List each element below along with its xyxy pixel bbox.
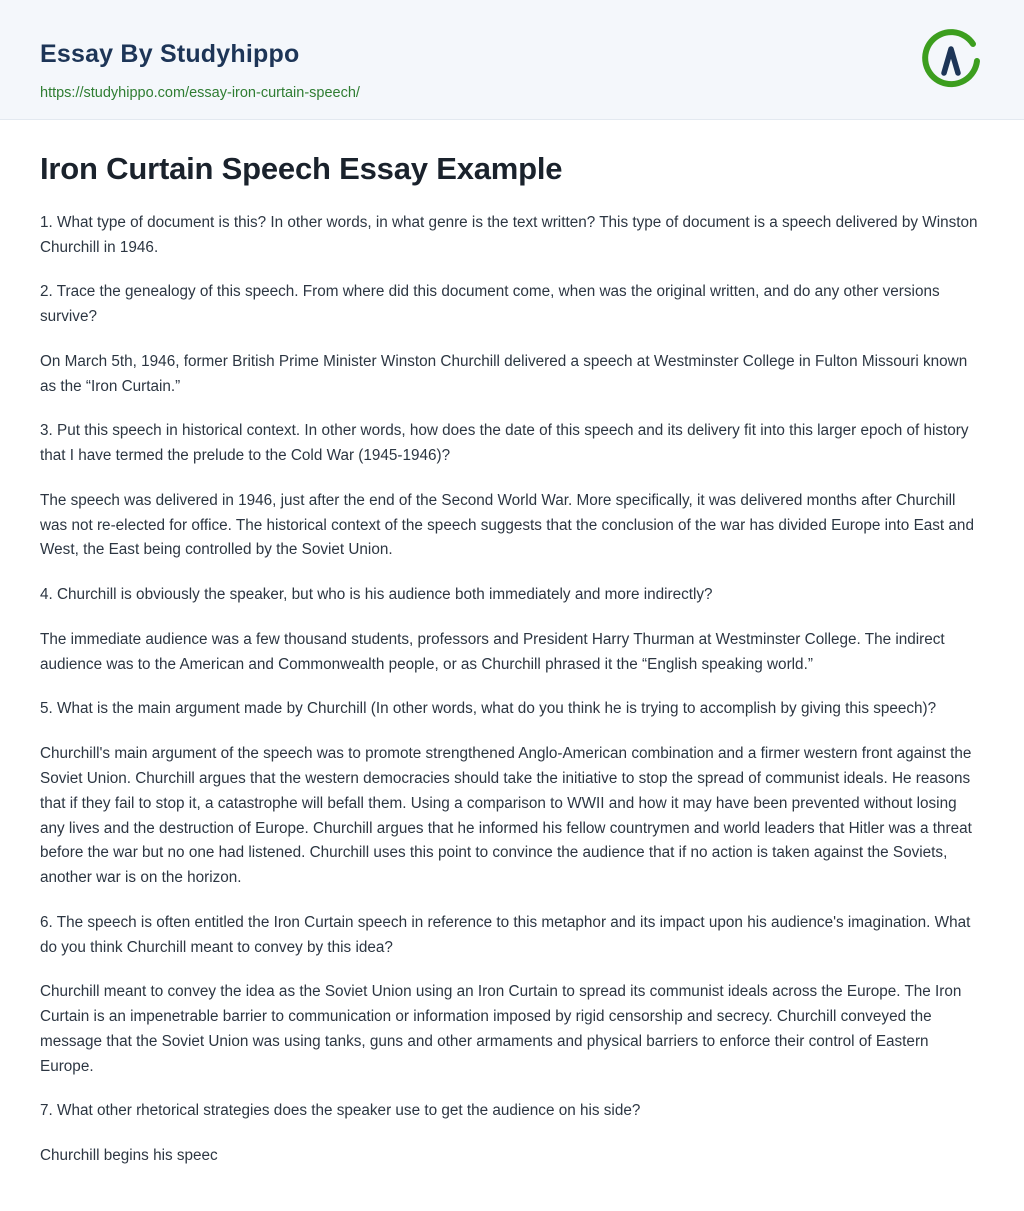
paragraph-1: 1. What type of document is this? In other words, in what genre is the text written? This type of document is a speech delivered by Winston Churchill in 1946. [40, 213, 978, 256]
paragraph-3: On March 5th, 1946, former British Prime Minister Winston Churchill delivered a speech at Westminster College in Fulton Missouri known as the “Iron Curtain.” [40, 352, 968, 395]
page-title: Iron Curtain Speech Essay Example [40, 151, 563, 186]
site-brand [40, 40, 299, 69]
site-brand-label: Essay By Studyhippo [40, 40, 300, 68]
paragraph-13: Churchill begins his speec [40, 1147, 218, 1165]
paragraph-11: Churchill meant to convey the idea as the Soviet Union using an Iron Curtain to spread its communist ideals across the Europe. The Iron Curtain is an impenetrable barrier to communication or information imposed by rigid censorship and secrecy. Churchill conveyed the message that the Soviet Union was using tanks, guns and other armaments and physical barriers to enforce their control of Eastern Europe. [40, 983, 962, 1075]
paragraph-10: 6. The speech is often entitled the Iron Curtain speech in reference to this metaphor and its impact upon his audience's imagination. What do you think Churchill meant to convey by this idea? [40, 913, 971, 956]
paragraph-8: 5. What is the main argument made by Churchill (In other words, what do you think he is trying to accomplish by giving this speech)? [40, 700, 937, 718]
circle-a-logo-icon [918, 28, 984, 94]
paragraph-7: The immediate audience was a few thousand students, professors and President Harry Thurman at Westminster College. The indirect audience was to the American and Commonwealth people, or as Churchill phrased it the “English speaking world.” [40, 630, 945, 673]
article-body [0, 120, 1024, 1209]
article-url-link[interactable]: https://studyhippo.com/essay-iron-curtain-speech/ [40, 85, 360, 101]
paragraph-2: 2. Trace the genealogy of this speech. From where did this document come, when was the original written, and do any other versions survive? [40, 283, 940, 326]
site-header [0, 0, 1024, 120]
paragraph-4: 3. Put this speech in historical context. In other words, how does the date of this speech and its delivery fit into this larger epoch of history that I have termed the prelude to the Cold War (1945-1946)? [40, 422, 969, 465]
paragraph-9: Churchill's main argument of the speech was to promote strengthened Anglo-American combination and a firmer western front against the Soviet Union. Churchill argues that the western democracies should take the initiative to stop the spread of communist ideals. He reasons that if they fail to stop it, a catastrophe will befall them. Using a comparison to WWII and how it may have been prevented without losing any lives and the destruction of Europe. Churchill argues that he informed his fellow countrymen and world leaders that Hitler was a threat before the war but no one had listened. Churchill uses this point to convince the audience that if no action is taken against the Soviets, another war is on the horizon. [40, 745, 972, 887]
paragraph-6: 4. Churchill is obviously the speaker, but who is his audience both immediately and more indirectly? [40, 586, 713, 604]
paragraph-12: 7. What other rhetorical strategies does the speaker use to get the audience on his side? [40, 1102, 641, 1120]
paragraph-5: The speech was delivered in 1946, just after the end of the Second World War. More specifically, it was delivered months after Churchill was not re-elected for office. The historical context of the speech suggests that the conclusion of the war has divided Europe into East and West, the East being controlled by the Soviet Union. [40, 491, 974, 559]
